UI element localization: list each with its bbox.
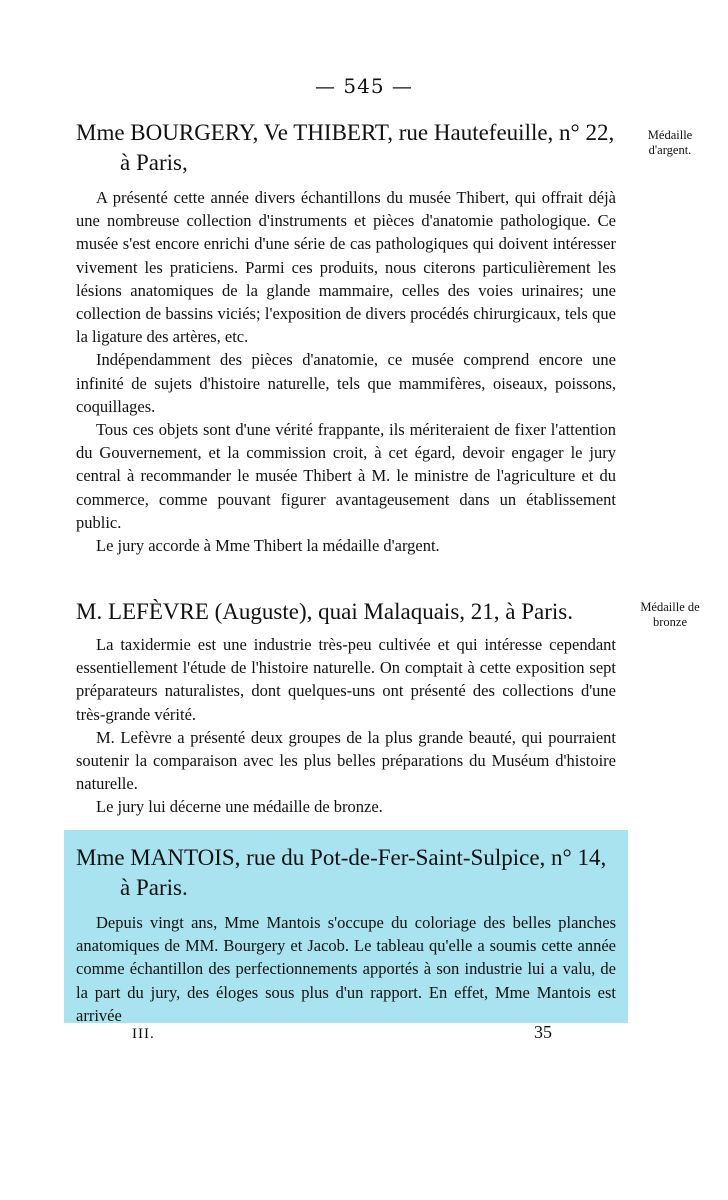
- heading-line-1: M. LEFÈVRE (Auguste), quai Malaquais, 21, à Paris.: [76, 599, 573, 624]
- entry-lefevre: [76, 597, 616, 819]
- paragraph: Indépendamment des pièces d'anatomie, ce musée comprend encore une infinité de sujets d'histoire naturelle, tels que mammifères, oiseaux, poissons, coquillages.: [76, 350, 616, 416]
- margin-note-medal: Médaille de bronze: [640, 600, 700, 629]
- heading-line-1: Mme MANTOIS, rue du Pot-de-Fer-Saint-Sulpice, n° 14,: [76, 845, 607, 870]
- entry-heading: [76, 597, 616, 627]
- heading-line-2: à Paris,: [120, 150, 188, 175]
- paragraph: La taxidermie est une industrie très-peu cultivée et qui intéresse cependant essentiellement l'étude de l'histoire naturelle. On comptait à cette exposition sept préparateurs naturalistes, dont quelques-uns ont présenté des collections d'une très-grande vérité.: [76, 635, 616, 724]
- entry-heading: [76, 118, 616, 178]
- margin-note-medal: Médaille d'argent.: [647, 128, 693, 157]
- volume-marker: III.: [132, 1026, 155, 1042]
- entry-bourgery: [76, 118, 616, 557]
- paragraph: Le jury accorde à Mme Thibert la médaille d'argent.: [96, 536, 440, 556]
- heading-line-1: Mme BOURGERY, Ve THIBERT, rue Hautefeuille, n° 22,: [76, 120, 615, 145]
- page-number: — 545 —: [315, 74, 413, 98]
- entry-heading: [76, 843, 616, 903]
- heading-line-2: à Paris.: [120, 875, 188, 900]
- paragraph: Depuis vingt ans, Mme Mantois s'occupe du coloriage des belles planches anatomiques de MM. Bourgery et Jacob. Le tableau qu'elle a soumis cette année comme échantillon des perfectionnements apportés à son industrie lui a valu, de la part du jury, des éloges sous plus d'un rapport. En effet, Mme Mantois est arrivée: [76, 913, 616, 1025]
- paragraph: A présenté cette année divers échantillons du musée Thibert, qui offrait déjà une nombreuse collection d'instruments et pièces d'anatomie pathologique. Ce musée s'est encore enrichi d'une série de cas pathologiques qui doivent intéresser vivement les praticiens. Parmi ces produits, nous citerons particulièrement les lésions anatomiques de la glande mammaire, celles des voies urinaires; une collection de bassins viciés; l'exposition de divers procédés chirurgicaux, tels que la ligature des artères, etc.: [76, 188, 616, 347]
- paragraph: Tous ces objets sont d'une vérité frappante, ils mériteraient de fixer l'attention du Gouvernement, et la commission croit, à cet égard, devoir engager le jury central à recommander le musée Thibert à M. le ministre de l'agriculture et du commerce, comme pouvant figurer avantageusement dans un établissement public.: [76, 420, 616, 532]
- paragraph: M. Lefèvre a présenté deux groupes de la plus grande beauté, qui pourraient soutenir la comparaison avec les plus belles préparations du Muséum d'histoire naturelle.: [76, 727, 616, 794]
- entry-mantois: [76, 843, 616, 1027]
- signature-mark: 35: [534, 1022, 552, 1042]
- paragraph: Le jury lui décerne une médaille de bronze.: [96, 797, 383, 817]
